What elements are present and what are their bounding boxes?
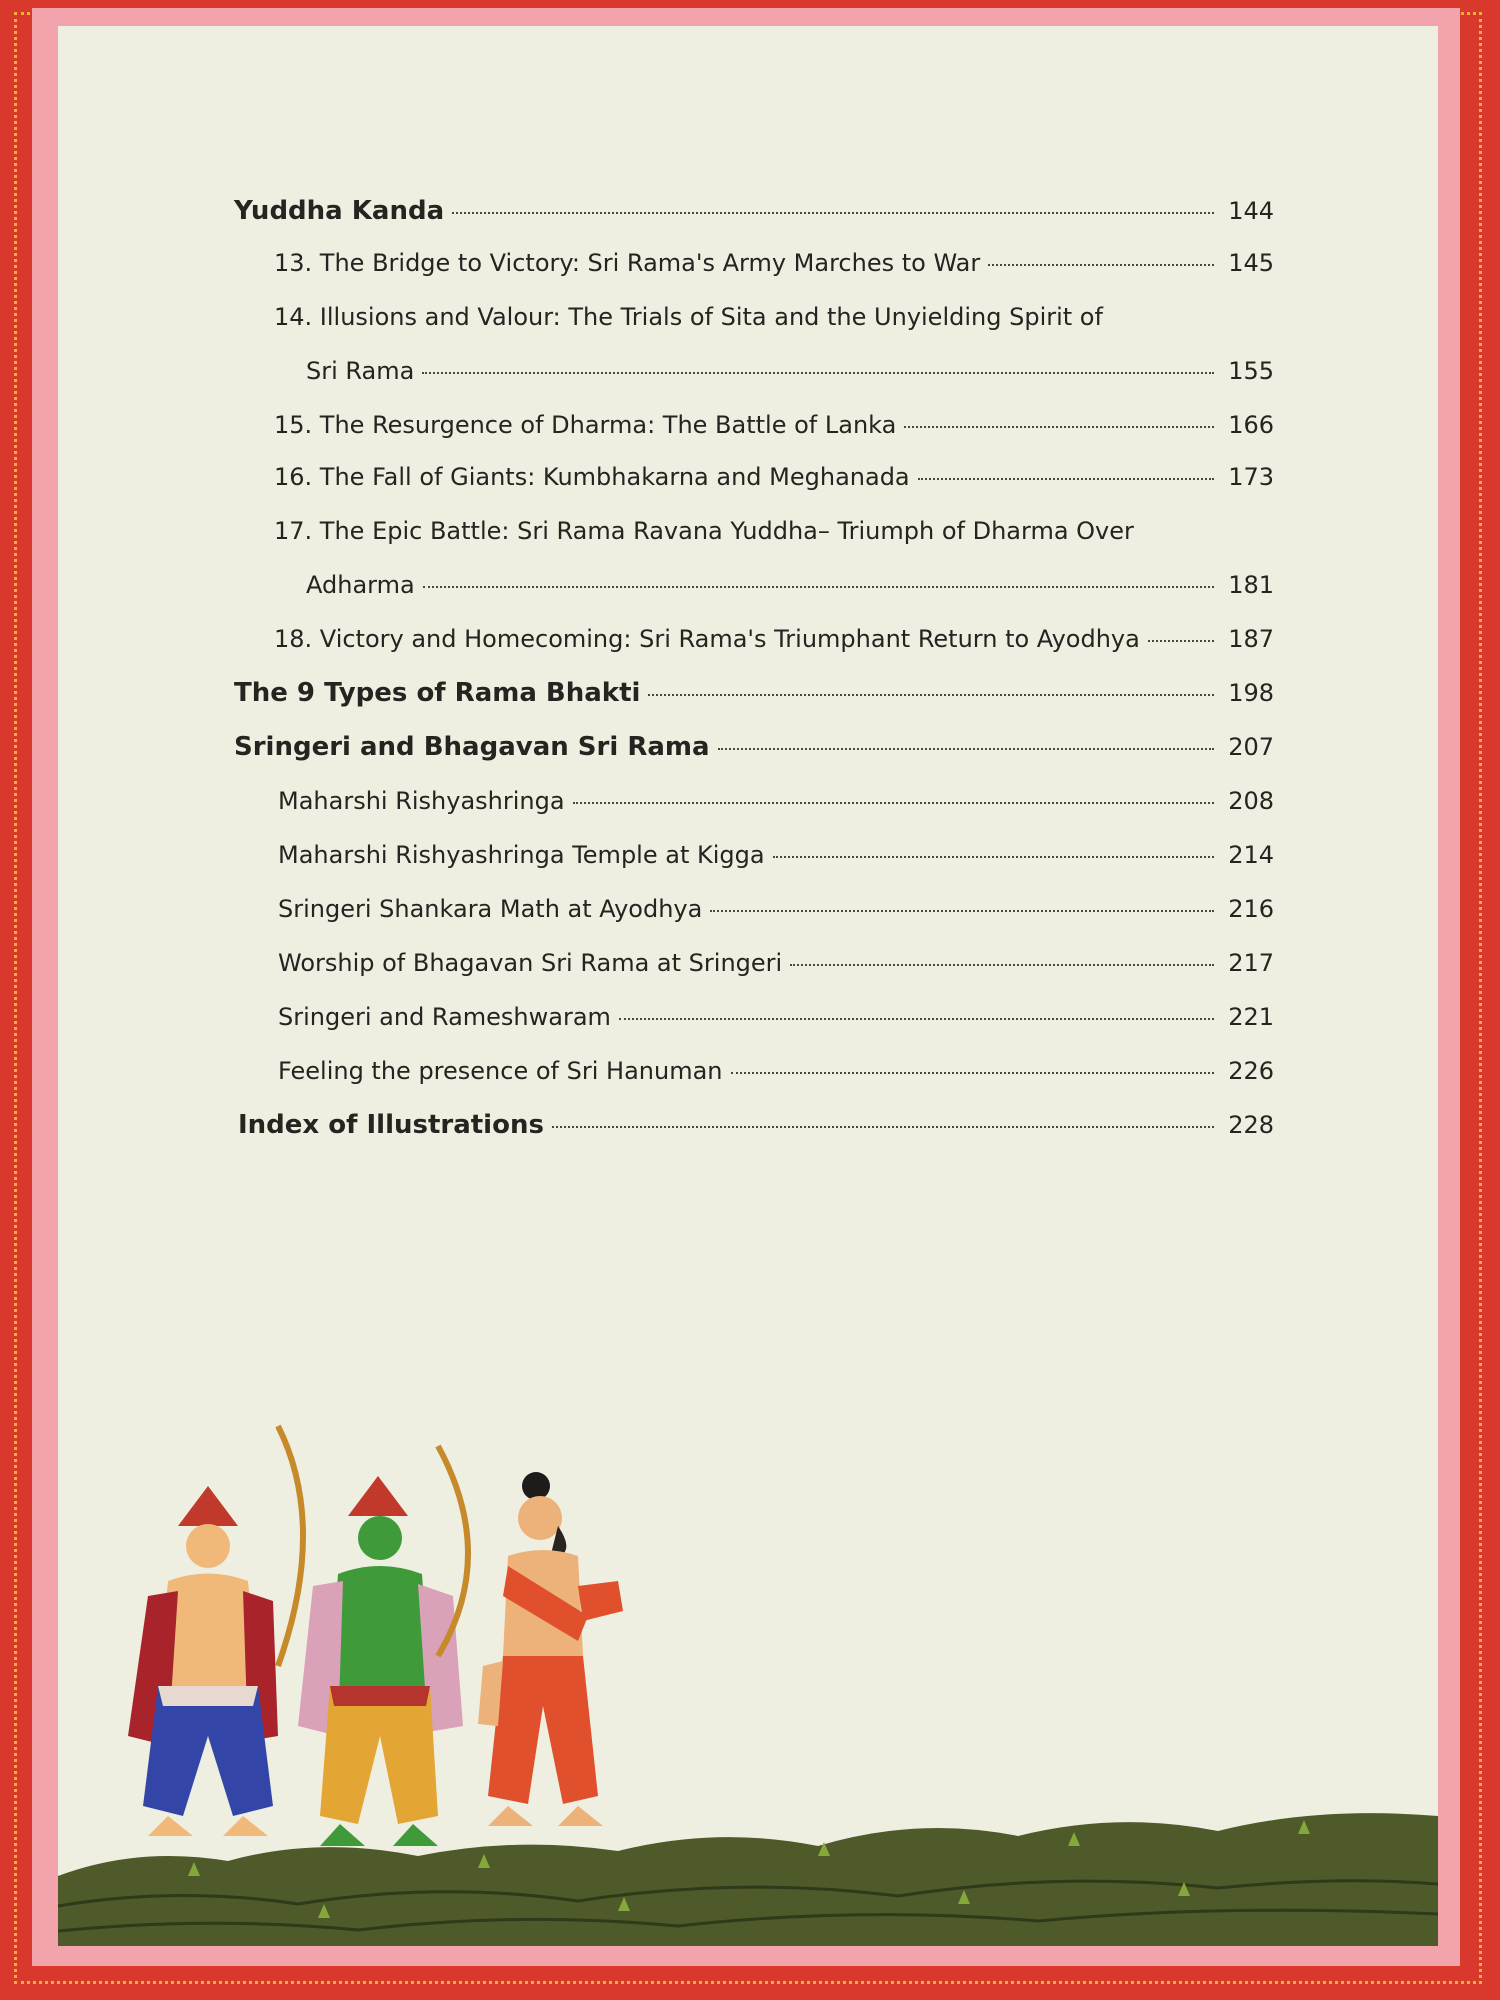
dot-leader [423,586,1214,588]
toc-entry[interactable] [274,248,1274,278]
dot-leader [988,264,1214,266]
figure-right [478,1472,623,1826]
dot-leader [790,964,1214,966]
book-page [58,26,1438,1946]
toc-page-number: 226 [1228,1057,1274,1085]
toc-entry[interactable] [278,786,1274,816]
toc-entry[interactable] [306,356,1274,386]
toc-entry-title: 13. The Bridge to Victory: Sri Rama's Army Marches to War [274,249,981,277]
toc-entry[interactable] [278,948,1274,978]
toc-entry-title: 18. Victory and Homecoming: Sri Rama's Triumphant Return to Ayodhya [274,625,1140,653]
toc-entry-title: Index of Illustrations [238,1110,544,1140]
toc-entry[interactable] [278,840,1274,870]
toc-page-number: 187 [1228,625,1274,653]
toc-entry-title: The 9 Types of Rama Bhakti [234,678,641,708]
toc-page-number: 198 [1228,679,1274,707]
dot-leader [552,1126,1214,1128]
toc-page-number: 155 [1228,357,1274,385]
toc-entry-line1 [274,302,1274,332]
dot-leader [710,910,1214,912]
toc-page-number: 207 [1228,733,1274,761]
dot-leader [648,694,1214,696]
toc-page-number: 181 [1228,571,1274,599]
toc-entry-title: Worship of Bhagavan Sri Rama at Sringeri [278,949,783,977]
toc-entry-title: Maharshi Rishyashringa Temple at Kigga [278,841,765,869]
toc-entry-title-line1: 17. The Epic Battle: Sri Rama Ravana Yuddha– Triumph of Dharma Over [274,517,1134,545]
dot-leader [718,748,1214,750]
toc-page-number: 173 [1228,463,1274,491]
three-figures-walking-painting [58,1406,1438,1946]
toc-entry-line1 [274,516,1274,546]
toc-entry-title: Maharshi Rishyashringa [278,787,565,815]
toc-entry[interactable] [278,894,1274,924]
dot-leader [904,426,1214,428]
toc-entry[interactable] [234,196,1274,226]
toc-entry-title: Sri Rama [306,357,415,385]
toc-entry-title: Adharma [306,571,415,599]
toc-page-number: 166 [1228,411,1274,439]
toc-entry[interactable] [278,1056,1274,1086]
dot-leader [573,802,1214,804]
dot-leader [918,478,1214,480]
dot-leader [1148,640,1214,642]
dot-leader [773,856,1214,858]
toc-page-number: 228 [1228,1111,1274,1139]
toc-entry-title-line1: 14. Illusions and Valour: The Trials of Sita and the Unyielding Spirit of [274,303,1103,331]
toc-entry[interactable] [278,1002,1274,1032]
toc-entry-title: Sringeri and Rameshwaram [278,1003,611,1031]
toc-entry[interactable] [274,624,1274,654]
toc-page-number: 145 [1228,249,1274,277]
toc-entry[interactable] [306,570,1274,600]
toc-entry-title: Sringeri and Bhagavan Sri Rama [234,732,710,762]
toc-entry-title: Sringeri Shankara Math at Ayodhya [278,895,703,923]
dot-leader [619,1018,1214,1020]
toc-page-number: 144 [1228,197,1274,225]
dot-leader [422,372,1214,374]
toc-entry-title: Yuddha Kanda [234,196,445,226]
toc-page-number: 221 [1228,1003,1274,1031]
ground-hills [58,1813,1438,1946]
figure-left [128,1426,303,1836]
toc-entry[interactable] [274,410,1274,440]
toc-entry[interactable] [234,678,1274,708]
dot-leader [452,212,1214,214]
dot-leader [731,1072,1215,1074]
toc-entry-title: 15. The Resurgence of Dharma: The Battle of Lanka [274,411,897,439]
toc-entry[interactable] [274,462,1274,492]
toc-entry[interactable] [234,732,1274,762]
figure-middle [298,1446,468,1846]
toc-page-number: 216 [1228,895,1274,923]
toc-page-number: 208 [1228,787,1274,815]
toc-entry-title: 16. The Fall of Giants: Kumbhakarna and Meghanada [274,463,910,491]
toc-page-number: 217 [1228,949,1274,977]
toc-entry-title: Feeling the presence of Sri Hanuman [278,1057,723,1085]
toc-entry[interactable] [238,1110,1274,1140]
toc-page-number: 214 [1228,841,1274,869]
